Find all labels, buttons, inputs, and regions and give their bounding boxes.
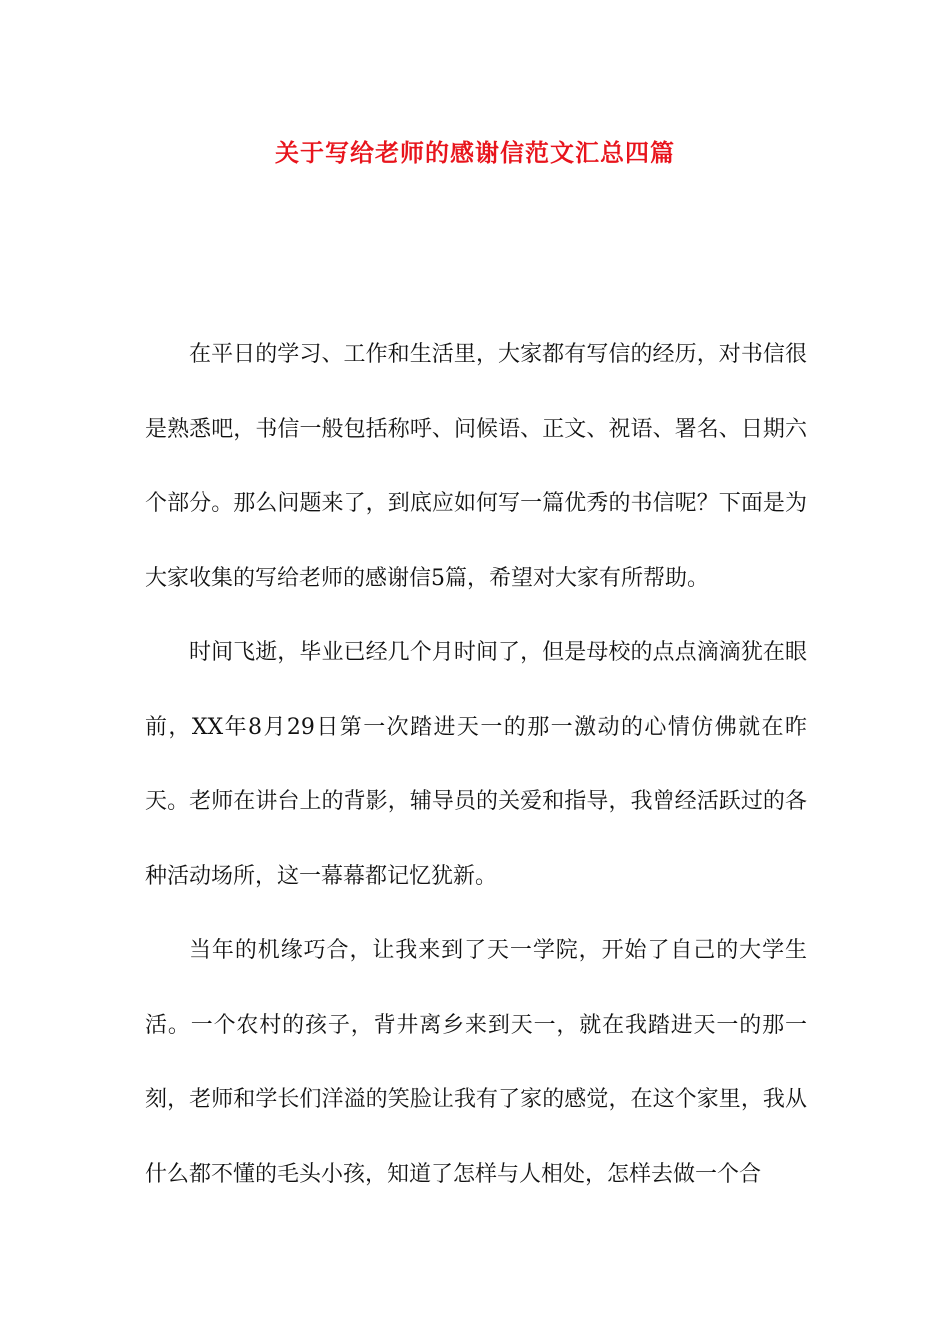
paragraph-intro: 在平日的学习、工作和生活里，大家都有写信的经历，对书信很是熟悉吧，书信一般包括称呼、问候语、正文、祝语、署名、日期六个部分。那么问题来了，到底应如何写一篇优秀的书信呢？下面是为大家收集的写给老师的感谢信5篇，希望对大家有所帮助。 bbox=[145, 342, 807, 591]
document-title: 关于写给老师的感谢信范文汇总四篇 bbox=[275, 138, 675, 167]
document-body bbox=[145, 318, 807, 1212]
paragraph-memories: 时间飞逝，毕业已经几个月时间了，但是母校的点点滴滴犹在眼前，XX年8月29日第一次踏进天一的那一激动的心情仿佛就在昨天。老师在讲台上的背影，辅导员的关爱和指导，我曾经活跃过的各种活动场所，这一幕幕都记忆犹新。 bbox=[145, 640, 807, 889]
paragraph-arrival: 当年的机缘巧合，让我来到了天一学院，开始了自己的大学生活。一个农村的孩子，背井离乡来到天一，就在我踏进天一的那一刻，老师和学长们洋溢的笑脸让我有了家的感觉，在这个家里，我从什么都不懂的毛头小孩，知道了怎样与人相处，怎样去做一个合 bbox=[145, 938, 807, 1187]
